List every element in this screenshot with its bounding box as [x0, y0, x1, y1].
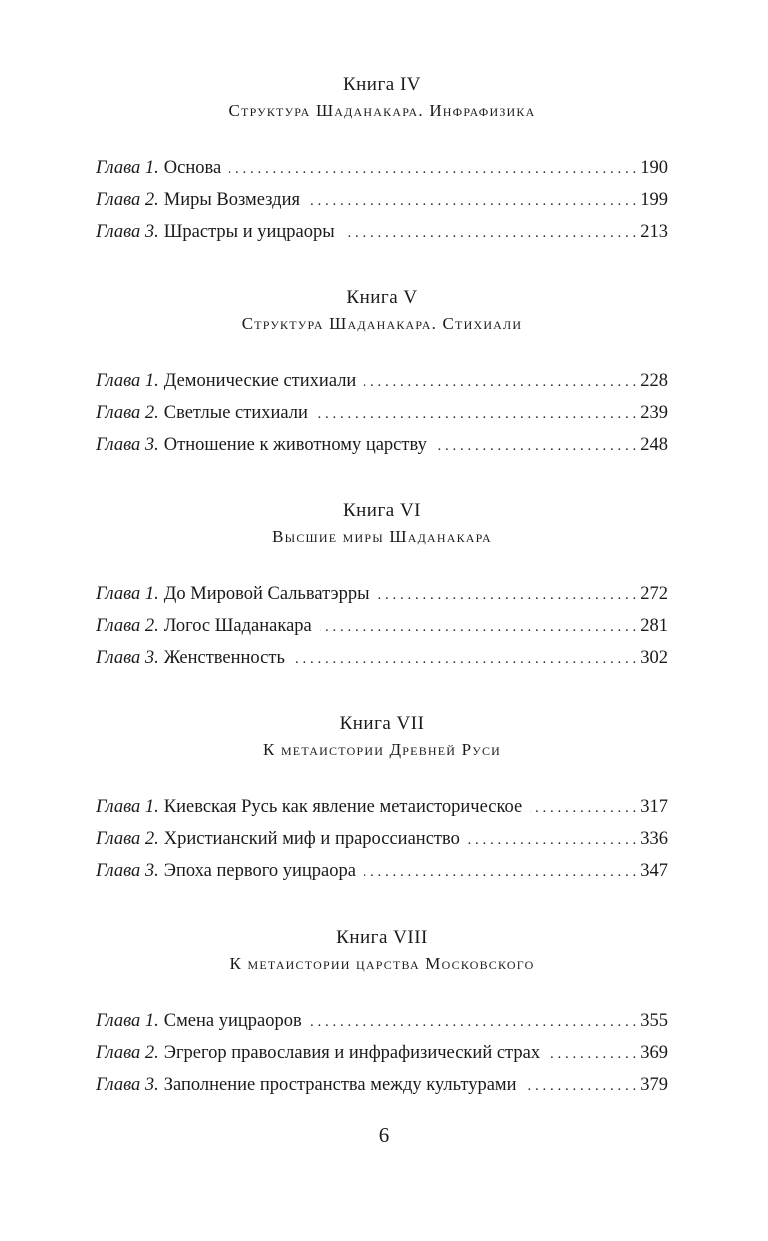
chapter-page: 190: [640, 158, 668, 178]
chapter-list: [96, 582, 668, 678]
dot-leader: [364, 860, 636, 884]
chapter-page: 281: [640, 616, 668, 636]
chapter-entry[interactable]: [96, 156, 668, 188]
chapter-page: 228: [640, 371, 668, 391]
chapter-title: До Мировой Сальватэрры: [163, 584, 370, 604]
chapter-label: Глава 1.: [96, 797, 159, 817]
chapter-title: Киевская Русь как явление метаисторическое: [163, 797, 523, 817]
chapter-entry[interactable]: [96, 1073, 668, 1105]
chapter-title: Демонические стихиали: [163, 371, 357, 391]
book-section-4: [96, 74, 668, 242]
book-number: Книга VIII: [336, 927, 428, 948]
chapter-entry[interactable]: [96, 1009, 668, 1041]
chapter-page: 347: [640, 861, 668, 881]
chapter-title: Женственность: [163, 648, 285, 668]
chapter-label: Глава 3.: [96, 1075, 159, 1095]
chapter-entry[interactable]: [96, 220, 668, 252]
chapter-page: 355: [640, 1011, 668, 1031]
chapter-list: [96, 369, 668, 465]
chapter-label: Глава 2.: [96, 829, 159, 849]
chapter-label: Глава 3.: [96, 435, 159, 455]
chapter-page: 213: [640, 222, 668, 242]
book-number: Книга VI: [342, 500, 422, 521]
chapter-page: 302: [640, 648, 668, 668]
chapter-entry[interactable]: [96, 188, 668, 220]
chapter-list: [96, 795, 668, 891]
dot-leader: [435, 434, 636, 458]
chapter-entry[interactable]: [96, 1041, 668, 1073]
chapter-title: Шрастры и уицраоры: [163, 222, 335, 242]
chapter-entry[interactable]: [96, 795, 668, 827]
chapter-title: Эгрегор православия и инфрафизический страх: [163, 1043, 541, 1063]
chapter-page: 369: [640, 1043, 668, 1063]
chapter-page: 317: [640, 797, 668, 817]
chapter-title: Смена уицраоров: [163, 1011, 302, 1031]
chapter-entry[interactable]: [96, 433, 668, 465]
chapter-label: Глава 1.: [96, 158, 159, 178]
chapter-label: Глава 2.: [96, 1043, 159, 1063]
chapter-page: 248: [640, 435, 668, 455]
chapter-label: Глава 2.: [96, 190, 159, 210]
chapter-entry[interactable]: [96, 401, 668, 433]
book-title: Структура Шаданакара. Инфрафизика: [228, 101, 536, 120]
book-section-7: [96, 713, 668, 881]
book-title: К метаистории царства Московского: [229, 954, 535, 973]
chapter-title: Отношение к животному царству: [163, 435, 427, 455]
dot-leader: [316, 402, 636, 426]
chapter-page: 336: [640, 829, 668, 849]
book-section-6: [96, 500, 668, 668]
chapter-title: Миры Возмездия: [163, 190, 300, 210]
book-number: Книга IV: [342, 74, 422, 95]
book-title: Высшие миры Шаданакара: [272, 527, 492, 546]
chapter-title: Христианский миф и прароссианство: [163, 829, 460, 849]
chapter-page: 239: [640, 403, 668, 423]
chapter-entry[interactable]: [96, 582, 668, 614]
chapter-list: [96, 156, 668, 252]
chapter-title: Эпоха первого уицраора: [163, 861, 356, 881]
dot-leader: [293, 647, 636, 671]
dot-leader: [308, 189, 636, 213]
dot-leader: [525, 1074, 637, 1098]
chapter-entry[interactable]: [96, 646, 668, 678]
book-section-5: [96, 287, 668, 455]
dot-leader: [548, 1042, 636, 1066]
chapter-title: Светлые стихиали: [163, 403, 308, 423]
chapter-page: 379: [640, 1075, 668, 1095]
chapter-label: Глава 1.: [96, 371, 159, 391]
chapter-label: Глава 3.: [96, 861, 159, 881]
dot-leader: [343, 221, 637, 245]
chapter-label: Глава 3.: [96, 648, 159, 668]
chapter-label: Глава 2.: [96, 616, 159, 636]
book-number: Книга V: [346, 287, 418, 308]
chapter-title: Основа: [163, 158, 222, 178]
chapter-label: Глава 2.: [96, 403, 159, 423]
chapter-label: Глава 1.: [96, 584, 159, 604]
chapter-label: Глава 3.: [96, 222, 159, 242]
chapter-title: Логос Шаданакара: [163, 616, 312, 636]
page-number: 6: [378, 1123, 390, 1147]
book-title: Структура Шаданакара. Стихиали: [241, 314, 523, 333]
chapter-page: 272: [640, 584, 668, 604]
chapter-label: Глава 1.: [96, 1011, 159, 1031]
chapter-entry[interactable]: [96, 859, 668, 891]
dot-leader: [310, 1010, 637, 1034]
dot-leader: [378, 583, 637, 607]
dot-leader: [468, 828, 636, 852]
chapter-entry[interactable]: [96, 614, 668, 646]
dot-leader: [530, 796, 636, 820]
dot-leader: [229, 157, 636, 181]
dot-leader: [364, 370, 636, 394]
book-number: Книга VII: [339, 713, 425, 734]
chapter-page: 199: [640, 190, 668, 210]
book-title: К метаистории Древней Руси: [262, 740, 502, 759]
chapter-entry[interactable]: [96, 369, 668, 401]
chapter-list: [96, 1009, 668, 1105]
chapter-entry[interactable]: [96, 827, 668, 859]
book-section-8: [96, 927, 668, 1095]
chapter-title: Заполнение пространства между культурами: [163, 1075, 517, 1095]
dot-leader: [320, 615, 637, 639]
